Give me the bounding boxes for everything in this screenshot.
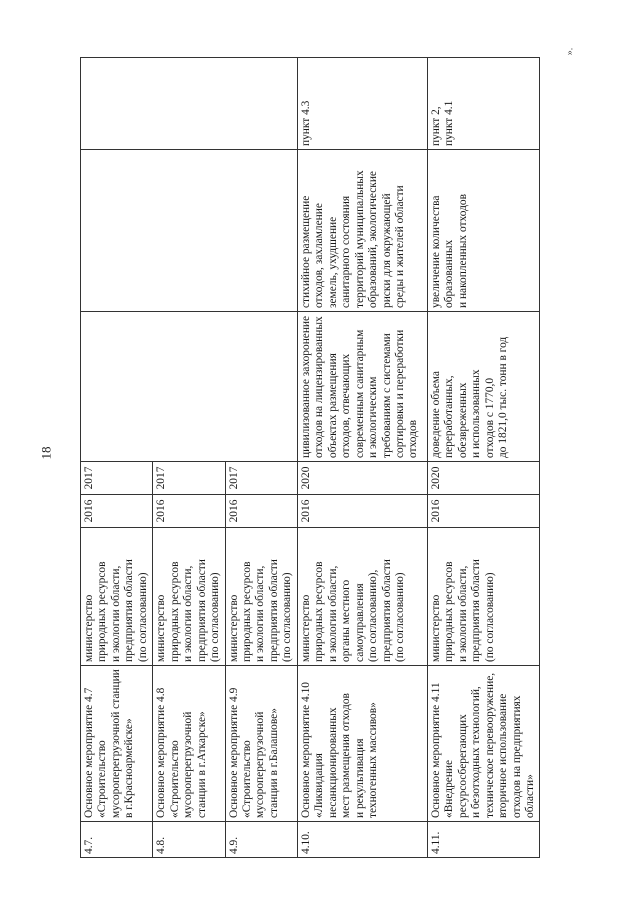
table-row <box>427 58 540 858</box>
table-row <box>297 58 427 858</box>
consequences <box>81 150 298 312</box>
end-year: 2017 <box>225 462 297 495</box>
consequences: увеличение количества образованных и накопленных отходов <box>427 150 540 312</box>
executor: министерство природных ресурсов и экологии области, предприятия области (по согласованию) <box>427 528 540 666</box>
link-to-indicators <box>81 58 298 150</box>
end-year: 2020 <box>297 462 427 495</box>
end-year: 2020 <box>427 462 540 495</box>
expected-result <box>81 312 298 462</box>
table-row <box>81 58 153 858</box>
end-year: 2017 <box>153 462 225 495</box>
start-year: 2016 <box>427 495 540 528</box>
executor: министерство природных ресурсов и экологии области, органы местного самоуправления (по согласованию), предприятия области (по согласованию) <box>297 528 427 666</box>
link-to-indicators: пункт 2, пункт 4.1 <box>427 58 540 150</box>
consequences: стихийное размещение отходов, захламление земель, ухудшение санитарного состояния территорий муниципальных образований, экологические риски для окружающей среды и жителей области <box>297 150 427 312</box>
measures-table <box>80 57 540 858</box>
row-number: 4.9. <box>225 822 297 858</box>
closing-quote-mark: ». <box>564 47 576 56</box>
start-year: 2016 <box>225 495 297 528</box>
rotated-table-container <box>80 58 536 858</box>
expected-result: доведение объема переработанных, обезвреженных и использованных отходов с 1770,0 до 1821,0 тыс. тонн в год <box>427 312 540 462</box>
event-name: Основное мероприятие 4.9 «Строительство мусороперегрузочной станции в г.Балашове» <box>225 666 297 822</box>
executor: министерство природных ресурсов и экологии области, предприятия области (по согласованию) <box>153 528 225 666</box>
row-number: 4.10. <box>297 822 427 858</box>
event-name: Основное мероприятие 4.7 «Строительство мусороперегрузочной станции в г.Красноармейске» <box>81 666 153 822</box>
event-name: Основное мероприятие 4.10 «Ликвидация несанкционированных мест размещения отходов и рекультивация техногенных массивов» <box>297 666 427 822</box>
executor: министерство природных ресурсов и экологии области, предприятия области (по согласованию) <box>81 528 153 666</box>
row-number: 4.7. <box>81 822 153 858</box>
link-to-indicators: пункт 4.3 <box>297 58 427 150</box>
page-number: 18 <box>38 446 54 460</box>
expected-result: цивилизованное захоронение отходов на лицензированных объектах размещения отходов, отвечающих современным санитарным и экологическим требованиям с системами сортировки и переработки отходов <box>297 312 427 462</box>
executor: министерство природных ресурсов и экологии области, предприятия области (по согласованию) <box>225 528 297 666</box>
event-name: Основное мероприятие 4.8 «Строительство мусороперегрузочной станции в г.Аткарске» <box>153 666 225 822</box>
event-name: Основное мероприятие 4.11 «Внедрение ресурсосберегающих и безотходных технологий, техническое перевооружение, вторичное использование отходов на предприятиях области» <box>427 666 540 822</box>
start-year: 2016 <box>297 495 427 528</box>
start-year: 2016 <box>81 495 153 528</box>
row-number: 4.11. <box>427 822 540 858</box>
end-year: 2017 <box>81 462 153 495</box>
start-year: 2016 <box>153 495 225 528</box>
row-number: 4.8. <box>153 822 225 858</box>
